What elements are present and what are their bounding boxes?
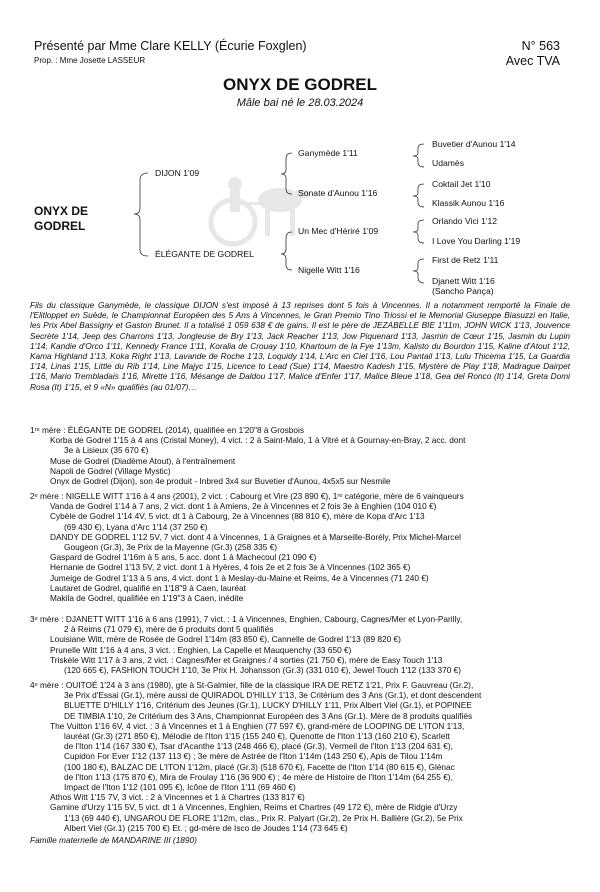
second-dam-section bbox=[30, 491, 572, 603]
pedigree-dsd: I Love You Darling 1'19 bbox=[432, 236, 521, 246]
sulky-watermark-icon bbox=[205, 160, 315, 260]
maternal-family: Famille maternelle de MANDARINE III (1890) bbox=[30, 835, 197, 845]
produce-line: BLUETTE D'HILLY 1'16, Critérium des Jeunes (Gr.1), LUCKY D'HILLY 1'11, Prix Albert Viel (Gr.1), et POPINEE bbox=[64, 700, 472, 711]
pedigree-sds: Coktail Jet 1'10 bbox=[432, 179, 491, 189]
first-dam-section bbox=[30, 425, 572, 486]
pedigree-ssd: Udamès bbox=[432, 158, 464, 168]
third-dam-section bbox=[30, 614, 572, 675]
produce-line: Muse de Godrel (Diadème Atout), à l'entraînement bbox=[50, 455, 236, 466]
sire-paragraph: Fils du classique Ganymède, le classique DIJON s'est imposé à 13 reprises dont 5 fois à Vincennes. Il a notamment remporté la Finale de l'Elitloppet en Suède, le Championnat Européen des 5 Ans à Vincennes, le Gran Premio Tino Triossi et le Memorial Giuseppe Biasuzzi en Italie, les Prix Abel Bassigny et Gaston Brunet. Il a totalisé 1 059 638 € de gains. Il est le père de JEZABELLE BIE 1'11m, JOHN WICK 1'13, Jouvence Secrète 1'14, Jeep des Charrons 1'13, Jongleuse de Bry 1'13, Jack Reacher 1'13, Jow Piquenard 1'13, Jasmin de Cœur 1'15, Jasmin du Lupin 1'14, Kandie d'Orco 1'11, Kennedy France 1'11, Koralia de Crouay 1'10, Khartoum de la Fye 1'13m, Kalisto du Bourdon 1'15, Kaline d'Atout 1'12, Kama Highland 1'13, Koka Right 1'13, Lavande de Roche 1'13, Loquidy 1'14, L'Arc en Ciel 1'16, Lou Pantail 1'13, Lulu Thicema 1'15, La Guardia 1'14, Linas 1'15, Little du Rib 1'14, Line Majyc 1'15, Licence to Lead (Sue) 1'14, Maestro Kadesh 1'15, Mystère de Play 1'18, Madrague Dairpet 1'16, Mario Trembladais 1'16, Mirette 1'16, Mésange de Daldou 1'17, Malice d'Enfer 1'17, Malice Bleue 1'18, Gea del Ronco (It) 1'14, Greta Domi Rosa (It) 1'15, et 9 «N» qualifiés (au 01/07)… bbox=[30, 300, 570, 392]
tva-label: Avec TVA bbox=[505, 54, 560, 68]
pedigree-dam-sire: Un Mec d'Hériré 1'09 bbox=[298, 226, 379, 236]
produce-line: Gougeon (Gr.3), 3e Prix de la Mayenne (Gr.3) (258 335 €) bbox=[64, 542, 278, 553]
produce-line: (100 180 €), BALZAC DE L'ITON 1'12m, placé (Gr.3) (518 670 €), Facette de l'Iton 1'14 (80 615 €), Glénac bbox=[64, 761, 455, 772]
second-dam-label: 2ᵉ mère : NIGELLE WITT 1'16 à 4 ans (2001), 2 vict. : Cabourg et Vire (23 890 €), 1ʳᵉ catégorie, mère de 6 vainqueurs bbox=[30, 491, 464, 501]
pedigree-sire-dam: Sonate d'Aunou 1'16 bbox=[298, 188, 378, 198]
produce-line: Onyx de Godrel (Dijon), son 4e produit - Inbred 3x4 sur Buvetier d'Aunou, 4x5x5 sur Nesmile bbox=[50, 476, 391, 487]
page-subtitle: Mâle bai né le 28.03.2024 bbox=[236, 97, 364, 109]
pedigree-sire: DIJON 1'09 bbox=[155, 168, 200, 178]
produce-line: 1'13 (69 440 €), UNGAROU DE FLORE 1'12m, clas., Prix R. Palyart (Gr.2), 2e Prix H. Ballière (Gr.2), 5e Prix bbox=[64, 812, 463, 823]
produce-line: Lautaret de Godrel, qualifié en 1'18"9 à Caen, lauréat bbox=[50, 582, 246, 593]
produce-line: Napoli de Godrel (Village Mystic) bbox=[50, 465, 171, 476]
produce-line: Prunelle Witt 1'16 à 4 ans, 3 vict. : Enghien, La Capelle et Mauquenchy (33 650 €) bbox=[50, 644, 352, 655]
produce-line: Cupidon For Ever 1'12 (137 113 €) ; 3e mère de Astrée de l'Iton 1'14m (143 250 €), Apis de Tilou 1'14m bbox=[64, 751, 443, 762]
produce-line: (69 430 €), Lyana d'Arc 1'14 (37 250 €) bbox=[64, 521, 208, 532]
produce-line: Athos Witt 1'15 7V, 3 vict. : 2 à Vincennes et 1 à Chartres (133 817 €) bbox=[50, 792, 305, 803]
produce-line: DE TIMBIA 1'10, 2e Critérium des 3 Ans, Championnat Européen des 3 Ans (Gr.1). Mère de 8 produits qualifiés bbox=[64, 710, 473, 721]
produce-line: Albert Viel (Gr.1) (215 700 €) Et. ; gd-mère de Isco de Joudes 1'14 (73 645 €) bbox=[64, 822, 348, 833]
third-dam-label: 3ᵉ mère : DJANETT WITT 1'16 à 6 ans (1991), 7 vict. : 1 à Vincennes, Enghien, Cabourg, Cagnes/Mer et Lyon-Parilly, bbox=[30, 614, 463, 624]
produce-line: lauréat (Gr.3) (271 850 €), Mélodie de l'Iton 1'15 (155 240 €), Quenotte de l'Iton 1'13 (160 210 €), Scarlett bbox=[64, 731, 450, 742]
pedigree-name-line1: ONYX DE bbox=[34, 204, 89, 218]
produce-line: 2 à Reims (71 079 €), mère de 6 produits dont 5 qualifiés bbox=[64, 624, 274, 635]
presenter: Présenté par Mme Clare KELLY (Écurie Foxglen) bbox=[34, 39, 307, 53]
produce-line: Jumeige de Godrel 1'13 à 5 ans, 4 vict. dont 1 à Meslay-du-Maine et Reims, 4e à Vincennes (71 240 €) bbox=[50, 572, 429, 583]
produce-line: de l'Iton 1'14 (167 330 €), Tsar d'Acanthe 1'13 (248 466 €), placé (Gr.3), Vermeil de l'Iton 1'13 (204 631 €), bbox=[64, 741, 453, 752]
pedigree-name-line2: GODREL bbox=[34, 219, 86, 233]
produce-line: Korba de Godrel 1'15 à 4 ans (Cristal Money), 4 vict. : 2 à Saint-Malo, 1 à Vitré et à Gournay-en-Bray, 2 acc. dont bbox=[50, 435, 466, 446]
page-title: ONYX DE GODREL bbox=[223, 75, 377, 94]
produce-line: Makila de Godrel, qualifiée en 1'19"3 à Caen, inédite bbox=[50, 593, 244, 604]
pedigree-dam: ÉLÉGANTE DE GODREL bbox=[155, 249, 254, 259]
produce-line: Gamine d'Urzy 1'15 5V, 5 vict. dt 1 à Vincennes, Enghien, Reims et Chartres (49 172 €), mère de Ridgie d'Urzy bbox=[50, 802, 458, 813]
pedigree-dam-dam: Nigelle Witt 1'16 bbox=[298, 265, 360, 275]
lot-number: N° 563 bbox=[521, 39, 560, 53]
produce-line: Louisiane Witt, mère de Rosée de Godrel 1'14m (83 850 €), Cannelle de Godrel 1'13 (89 820 €) bbox=[50, 634, 401, 645]
produce-line: Impact de l'Iton 1'12 (101 095 €), Icône de l'Iton 1'11 (69 460 €) bbox=[64, 782, 296, 793]
pedigree-dds: First de Retz 1'11 bbox=[432, 255, 499, 265]
pedigree-sdd: Klassik Aunou 1'16 bbox=[432, 198, 505, 208]
produce-line: Gaspard de Godrel 1'16m à 5 ans, 5 acc. dont 1 à Machecoul (21 090 €) bbox=[50, 552, 317, 563]
fourth-dam-label: 4ᵉ mère : OUITOÉ 1'24 à 3 ans (1980), gte à St-Galmier, fille de la classique IRA DE RETZ 1'21, Prix F. Gauvreau (Gr.2), bbox=[30, 680, 474, 690]
produce-line: 3e Prix d'Essai (Gr.1), mère aussi de QUIRADOL D'HILLY 1'13, 3e Critérium des 3 Ans (Gr.1), et dont descendent bbox=[64, 690, 482, 701]
produce-line: Vanda de Godrel 1'14 à 7 ans, 2 vict. dont 1 à Amiens, 2e à Vincennes et 2 fois 3e à Enghien (104 010 €) bbox=[50, 501, 437, 512]
pedigree-sire-sire: Ganymède 1'11 bbox=[298, 148, 358, 158]
pedigree-chart bbox=[0, 128, 600, 298]
pedigree-ddd-note: (Sancho Pança) bbox=[432, 286, 494, 296]
produce-line: Cybèle de Godrel 1'14 4V, 5 vict. dt 1 à Cabourg, 2e à Vincennes (88 810 €), mère de Kopa d'Arc 1'13 bbox=[50, 511, 425, 522]
produce-line: The Vuitton 1'16 6V, 4 vict. : 3 à Vincennes et 1 à Enghien (77 597 €), grand-mère de LOOPING DE L'ITON 1'13, bbox=[50, 720, 465, 731]
lot-info bbox=[506, 39, 560, 69]
produce-line: (120 665 €), FASHION TOUCH 1'10, 3e Prix H. Johansson (Gr.3) (331 010 €), Jewel Touch 1'12 (133 370 €) bbox=[64, 665, 462, 676]
produce-line: Hernanie de Godrel 1'13 5V, 2 vict. dont 1 à Hyères, 4 fois 2e et 2 fois 3e à Vincennes (102 365 €) bbox=[50, 562, 411, 573]
pedigree-horse-name bbox=[34, 204, 88, 234]
produce-line: Triskèle Witt 1'17 à 3 ans, 2 vict. : Cagnes/Mer et Graignes / 4 sorties (21 750 €), mère de Easy Touch 1'13 bbox=[50, 654, 443, 665]
produce-line: de l'Iton 1'13 (175 870 €), Mira de Froulay 1'16 (36 900 €) ; 4e mère de Histoire de l'Iton 1'14m (64 255 €), bbox=[64, 771, 453, 782]
produce-line: DANDY DE GODREL 1'12 5V, 7 vict. dont 4 à Vincennes, 1 à Graignes et à Marseille-Borély, Prix Michel-Marcel bbox=[50, 531, 461, 542]
proprietor: Prop. : Mme Josette LASSEUR bbox=[34, 56, 146, 65]
first-dam-label: 1ʳᵉ mère : ÉLÉGANTE DE GODREL (2014), qualifiée en 1'20"8 à Grosbois bbox=[30, 425, 304, 435]
produce-line: 3e à Lisieux (35 670 €) bbox=[64, 445, 149, 456]
pedigree-sss: Buvetier d'Aunou 1'14 bbox=[432, 139, 516, 149]
pedigree-ddd: Djanett Witt 1'16 bbox=[432, 276, 495, 286]
fourth-dam-section bbox=[30, 680, 572, 833]
pedigree-dss: Orlando Vici 1'12 bbox=[432, 216, 498, 226]
